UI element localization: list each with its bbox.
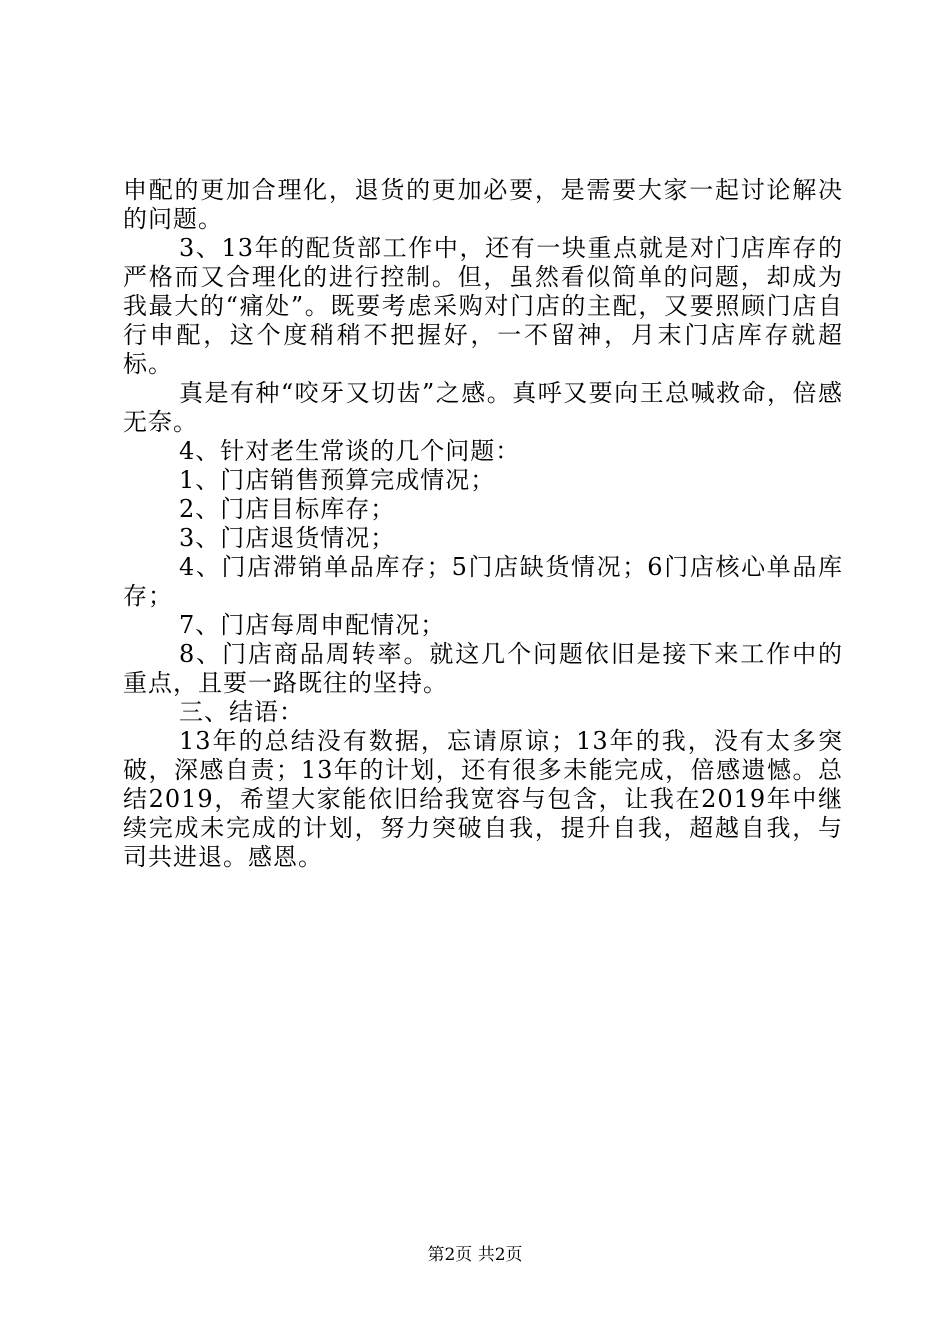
- paragraph: 真是有种“咬牙又切齿”之感。真呼又要向王总喊救命，倍感无奈。: [123, 379, 843, 436]
- list-heading: 4、针对老生常谈的几个问题：: [179, 437, 521, 465]
- paragraph: 申配的更加合理化，退货的更加必要，是需要大家一起讨论解决的问题。: [123, 176, 843, 233]
- list-item: 1、门店销售预算完成情况；: [179, 466, 496, 494]
- paragraph: 3、13年的配货部工作中，还有一块重点就是对门店库存的严格而又合理化的进行控制。但，虽然看似简单的问题，却成为我最大的“痛处”。既要考虑采购对门店的主配，又要照顾门店自行申配，这个度稍稍不把握好，一不留神，月末门店库存就超标。: [123, 234, 843, 378]
- page-number: 第2页 共2页: [427, 1245, 523, 1265]
- document-body: [123, 176, 843, 872]
- list-item: 8、门店商品周转率。就这几个问题依旧是接下来工作中的重点，且要一路既往的坚持。: [123, 640, 843, 697]
- list-item: 4、门店滞销单品库存；5门店缺货情况；6门店核心单品库存；: [123, 553, 843, 610]
- list-item: 2、门店目标库存；: [179, 495, 396, 523]
- section-heading: 三、结语：: [179, 698, 304, 726]
- list-item: 7、门店每周申配情况；: [179, 611, 446, 639]
- paragraph: 13年的总结没有数据，忘请原谅；13年的我，没有太多突破，深感自责；13年的计划，还有很多未能完成，倍感遗憾。总结2019，希望大家能依旧给我宽容与包含，让我在2019年中继续完成未完成的计划，努力突破自我，提升自我，超越自我，与司共进退。感恩。: [123, 727, 843, 871]
- page-footer: [0, 1244, 950, 1266]
- list-item: 3、门店退货情况；: [179, 524, 396, 552]
